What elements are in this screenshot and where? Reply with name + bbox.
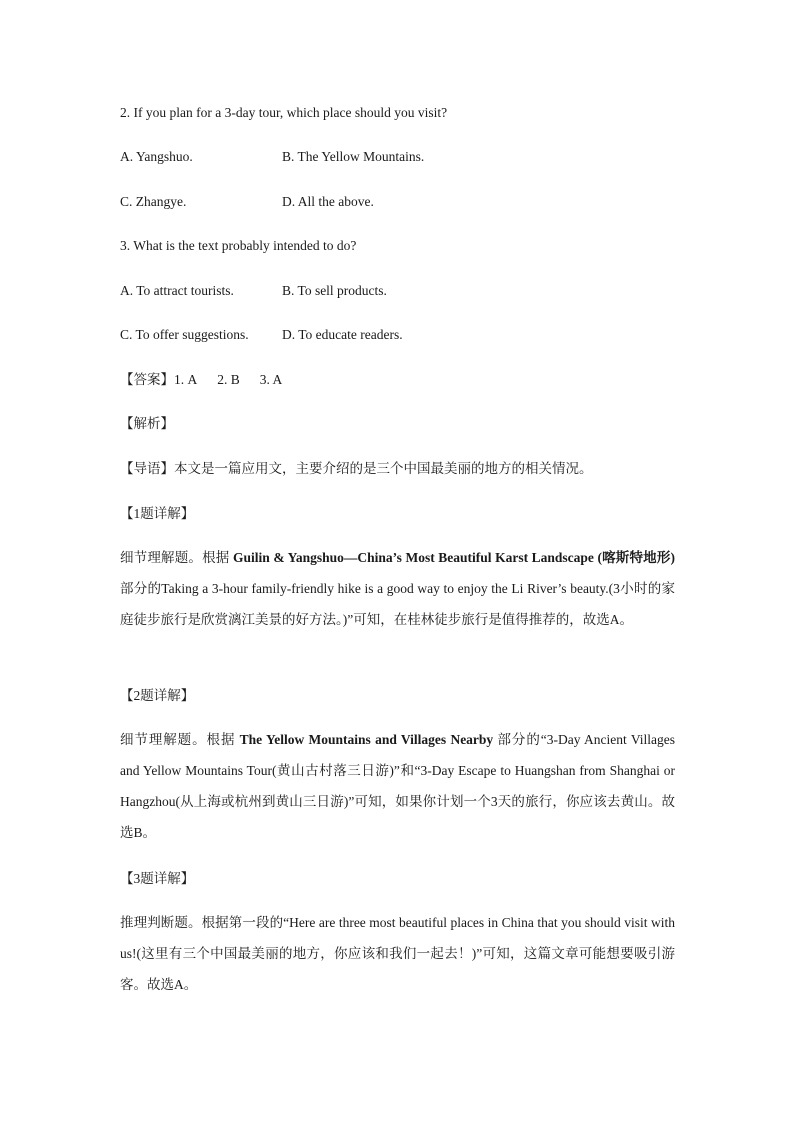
detail-3-text: 推理判断题。根据第一段的“Here are three most beautiful places in China that you should visit with us!(这里有三个中国最美丽的地方，你应该和我们一起去！)”可知，这篇文章可能想要吸引游客。故选A。 bbox=[120, 915, 675, 992]
detail-1-text bbox=[120, 542, 675, 635]
answer-3: 3. A bbox=[259, 372, 283, 387]
detail-1-pre: 细节理解题。根据 bbox=[120, 550, 233, 565]
detail-1-heading: 【1题详解】 bbox=[120, 506, 195, 521]
detail-2-post: 部分的“3-Day Ancient Villages and Yellow Mountains Tour(黄山古村落三日游)”和“3-Day Escape to Huangshan from Shanghai or Hangzhou(从上海或杭州到黄山三日游)”可知，如果你计划一个3天的旅行，你应该去黄山。故选B。 bbox=[120, 732, 675, 840]
answer-label: 【答案】 bbox=[120, 372, 174, 387]
question-3-options-row-2 bbox=[120, 326, 403, 344]
option-2c: C. Zhangye. bbox=[120, 194, 187, 209]
option-3c: C. To offer suggestions. bbox=[120, 327, 249, 342]
answer-1: 1. A bbox=[174, 372, 198, 387]
option-2d: D. All the above. bbox=[282, 194, 374, 209]
question-3-stem: 3. What is the text probably intended to do? bbox=[120, 238, 357, 253]
option-3b: B. To sell products. bbox=[282, 283, 387, 298]
option-2b: B. The Yellow Mountains. bbox=[282, 149, 425, 164]
option-2a: A. Yangshuo. bbox=[120, 149, 193, 164]
answer-line bbox=[120, 371, 282, 389]
detail-2-section-title: The Yellow Mountains and Villages Nearby bbox=[239, 732, 494, 747]
detail-1-post: 部分的Taking a 3-hour family-friendly hike is a good way to enjoy the Li River’s beauty.(3小时的家庭徒步旅行是欣赏漓江美景的好方法。)”可知，在桂林徒步旅行是值得推荐的，故选A。 bbox=[120, 581, 675, 627]
detail-1-section-title: Guilin & Yangshuo—China’s Most Beautiful Karst Landscape (喀斯特地形) bbox=[233, 550, 676, 565]
question-2-options-row-2 bbox=[120, 193, 374, 211]
option-3d: D. To educate readers. bbox=[282, 327, 403, 342]
detail-2-text bbox=[120, 724, 675, 848]
guide-text: 【导语】本文是一篇应用文，主要介绍的是三个中国最美丽的地方的相关情况。 bbox=[120, 461, 593, 476]
analysis-heading: 【解析】 bbox=[120, 416, 174, 431]
detail-2-pre: 细节理解题。根据 bbox=[120, 732, 240, 747]
answer-2: 2. B bbox=[217, 372, 240, 387]
detail-3-heading: 【3题详解】 bbox=[120, 871, 195, 886]
question-2-options-row-1 bbox=[120, 148, 425, 166]
question-3-options-row-1 bbox=[120, 282, 387, 300]
option-3a: A. To attract tourists. bbox=[120, 283, 234, 298]
question-2-stem: 2. If you plan for a 3-day tour, which place should you visit? bbox=[120, 105, 448, 120]
detail-2-heading: 【2题详解】 bbox=[120, 688, 195, 703]
